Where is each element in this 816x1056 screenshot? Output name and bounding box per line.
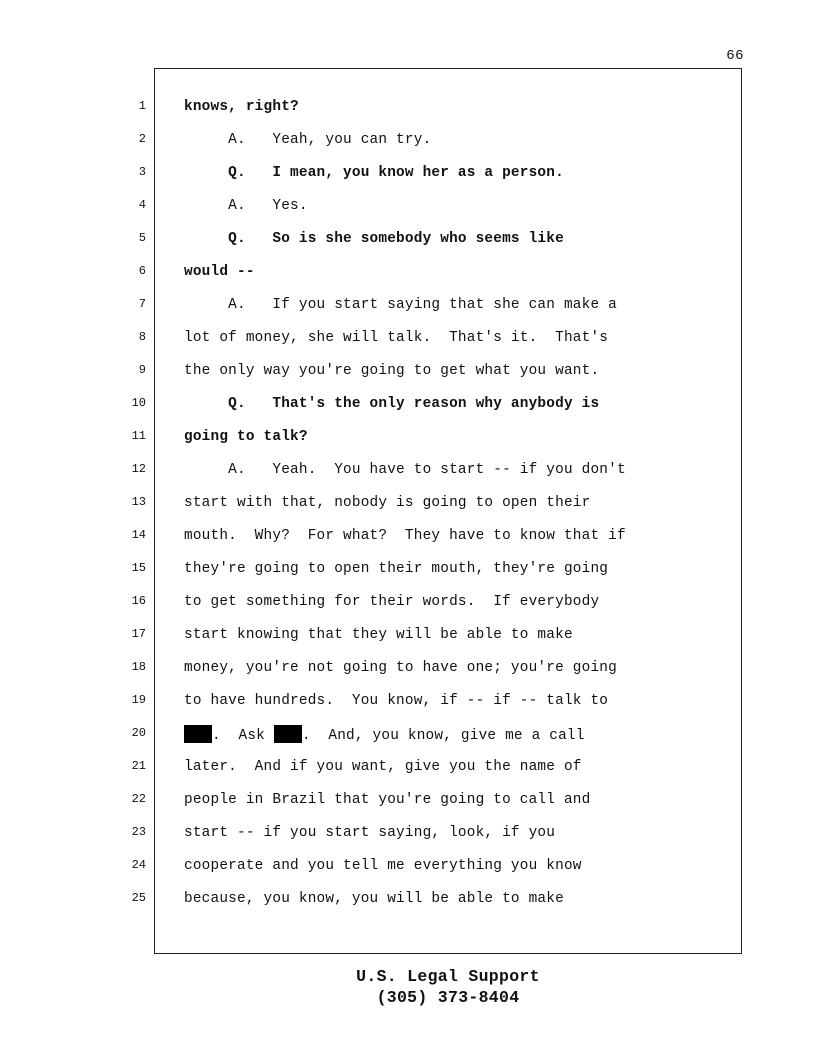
line-number: 9 bbox=[138, 363, 146, 377]
line-number: 7 bbox=[138, 297, 146, 311]
transcript-line: Q. So is she somebody who seems like bbox=[184, 231, 564, 247]
transcript-line: cooperate and you tell me everything you know bbox=[184, 858, 582, 874]
line-number: 1 bbox=[138, 99, 146, 113]
transcript-line: A. Yeah, you can try. bbox=[184, 132, 432, 148]
transcript-line: people in Brazil that you're going to call and bbox=[184, 792, 591, 808]
page-number: 66 bbox=[726, 48, 744, 64]
transcript-line: money, you're not going to have one; you're going bbox=[184, 660, 617, 676]
transcript-line bbox=[184, 725, 585, 745]
line-number: 8 bbox=[138, 330, 146, 344]
line-number: 15 bbox=[131, 561, 146, 575]
transcript-line: would -- bbox=[184, 264, 255, 280]
line-number: 23 bbox=[131, 825, 146, 839]
footer-company: U.S. Legal Support bbox=[356, 967, 540, 986]
transcript-line: Q. That's the only reason why anybody is bbox=[184, 396, 600, 412]
transcript-segment: . Ask bbox=[212, 728, 274, 744]
redaction-box bbox=[184, 725, 212, 743]
line-number: 22 bbox=[131, 792, 146, 806]
transcript-line: mouth. Why? For what? They have to know that if bbox=[184, 528, 626, 544]
line-number: 21 bbox=[131, 759, 146, 773]
transcript-line: lot of money, she will talk. That's it. That's bbox=[184, 330, 609, 346]
line-number: 3 bbox=[138, 165, 146, 179]
transcript-line: start with that, nobody is going to open their bbox=[184, 495, 591, 511]
line-number: 2 bbox=[138, 132, 146, 146]
line-number: 19 bbox=[131, 693, 146, 707]
transcript-line: start -- if you start saying, look, if you bbox=[184, 825, 556, 841]
line-number: 24 bbox=[131, 858, 146, 872]
transcript-line: A. If you start saying that she can make a bbox=[184, 297, 617, 313]
transcript-segment: . And, you know, give me a call bbox=[301, 728, 585, 744]
transcript-line: because, you know, you will be able to make bbox=[184, 891, 564, 907]
transcript-line: they're going to open their mouth, they're going bbox=[184, 561, 609, 577]
line-number: 6 bbox=[138, 264, 146, 278]
footer-phone: (305) 373-8404 bbox=[376, 988, 520, 1007]
transcript-line: start knowing that they will be able to make bbox=[184, 627, 573, 643]
transcript-line: to have hundreds. You know, if -- if -- talk to bbox=[184, 693, 609, 709]
transcript-line: to get something for their words. If everybody bbox=[184, 594, 600, 610]
line-number: 14 bbox=[131, 528, 146, 542]
redaction-box bbox=[274, 725, 302, 743]
line-number: 11 bbox=[131, 429, 146, 443]
line-number: 25 bbox=[131, 891, 146, 905]
line-number: 12 bbox=[131, 462, 146, 476]
transcript-line: A. Yes. bbox=[184, 198, 308, 214]
line-number: 10 bbox=[131, 396, 146, 410]
line-number: 17 bbox=[131, 627, 146, 641]
transcript-line: knows, right? bbox=[184, 99, 299, 115]
transcript-line: going to talk? bbox=[184, 429, 308, 445]
transcript-line: the only way you're going to get what you want. bbox=[184, 363, 600, 379]
line-number: 4 bbox=[138, 198, 146, 212]
transcript-line: later. And if you want, give you the name of bbox=[184, 759, 582, 775]
line-number: 20 bbox=[131, 726, 146, 740]
line-number: 16 bbox=[131, 594, 146, 608]
transcript-line: A. Yeah. You have to start -- if you don't bbox=[184, 462, 626, 478]
line-number: 18 bbox=[131, 660, 146, 674]
transcript-line: Q. I mean, you know her as a person. bbox=[184, 165, 564, 181]
line-number: 5 bbox=[138, 231, 146, 245]
line-number: 13 bbox=[131, 495, 146, 509]
